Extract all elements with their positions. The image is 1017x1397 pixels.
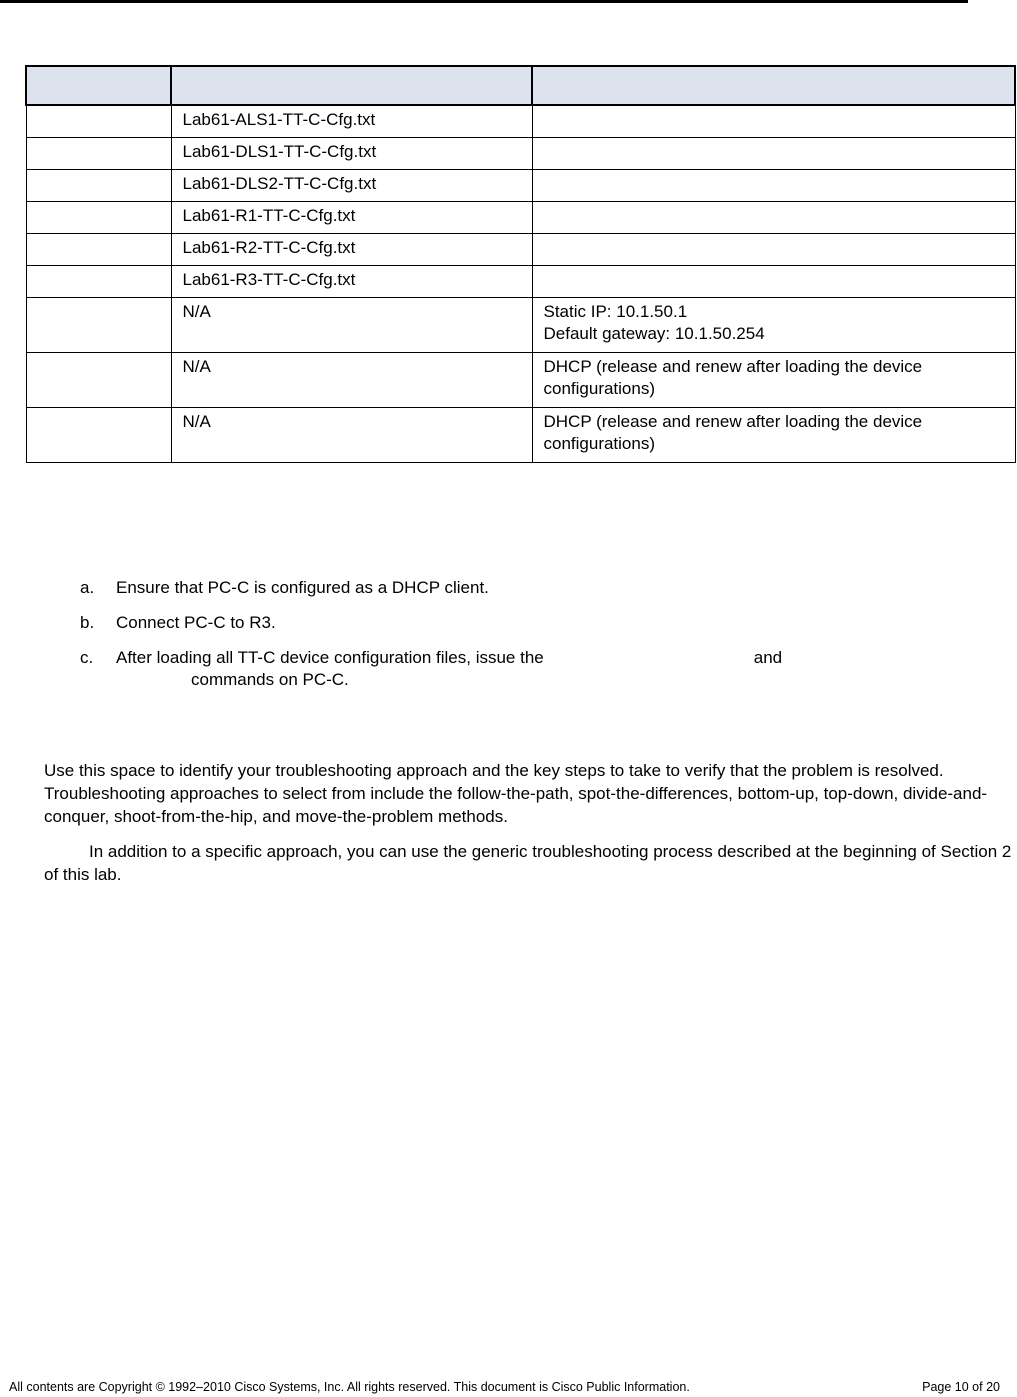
config-files-table [25,65,1016,463]
header-device [26,66,171,105]
notes-line: configurations) [543,378,656,398]
device-cell [26,407,171,462]
device-cell [26,352,171,407]
notes-cell [532,352,1015,407]
step-marker: c. [80,648,94,667]
config-file-cell: Lab61-R2-TT-C-Cfg.txt [171,233,532,265]
device-cell [26,169,171,201]
config-file-cell: N/A [171,297,532,352]
notes-cell [532,297,1015,352]
note-paragraph: In addition to a specific approach, you can use the generic troubleshooting process described at the beginning of Section 2 of this lab. [44,842,1012,884]
notes-cell [532,407,1015,462]
table-header-row [26,66,1015,105]
step-a [80,577,980,599]
table-body [26,105,1015,462]
table-row [26,137,1015,169]
notes-cell [532,105,1015,137]
step-text-end: commands on PC-C. [191,670,349,689]
step-b [80,612,980,634]
notes-line: DHCP (release and renew after loading the device [543,411,923,431]
step-marker: b. [80,613,95,632]
table-row [26,201,1015,233]
page-number: Page 10 of 20 [922,1380,1000,1394]
table-row [26,297,1015,352]
device-cell [26,233,171,265]
step-text: Ensure that PC-C is configured as a DHCP client. [116,578,489,597]
table-row [26,407,1015,462]
header-file [171,66,532,105]
config-file-cell: Lab61-DLS1-TT-C-Cfg.txt [171,137,532,169]
device-cell [26,201,171,233]
page-footer [9,1380,1009,1394]
notes-cell [532,201,1015,233]
copyright-text: All contents are Copyright © 1992–2010 Cisco Systems, Inc. All rights reserved. This document is Cisco Public Information. [9,1380,690,1394]
table-row [26,233,1015,265]
notes-line: Static IP: 10.1.50.1 [543,301,688,321]
header-notes [532,66,1015,105]
device-cell [26,137,171,169]
config-file-cell: N/A [171,407,532,462]
notes-line: DHCP (release and renew after loading the device [543,356,923,376]
config-file-cell: Lab61-R3-TT-C-Cfg.txt [171,265,532,297]
step-text-start: After loading all TT-C device configuration files, issue the [116,648,544,667]
instruction-steps [80,577,980,704]
notes-line: configurations) [543,433,656,453]
notes-cell [532,233,1015,265]
approach-paragraph: Use this space to identify your troubleshooting approach and the key steps to take to verify that the problem is resolved. Troubleshooting approaches to select from include the follow-the-path, spot-the-differences, bottom-up, top-down, divide-and-conquer, shoot-from-the-hip, and move-the-problem methods. [44,761,988,826]
table-row [26,265,1015,297]
step-marker: a. [80,578,95,597]
table-row [26,352,1015,407]
config-file-cell: N/A [171,352,532,407]
device-cell [26,265,171,297]
table-row [26,105,1015,137]
device-cell [26,297,171,352]
config-file-cell: Lab61-R1-TT-C-Cfg.txt [171,201,532,233]
notes-cell [532,137,1015,169]
notes-cell [532,265,1015,297]
step-text-mid: and [753,648,783,667]
notes-cell [532,169,1015,201]
top-rule [0,0,968,3]
config-file-cell: Lab61-DLS2-TT-C-Cfg.txt [171,169,532,201]
step-text: Connect PC-C to R3. [116,613,276,632]
notes-line: Default gateway: 10.1.50.254 [543,323,765,343]
device-cell [26,105,171,137]
table-row [26,169,1015,201]
step-c [80,647,980,691]
config-file-cell: Lab61-ALS1-TT-C-Cfg.txt [171,105,532,137]
